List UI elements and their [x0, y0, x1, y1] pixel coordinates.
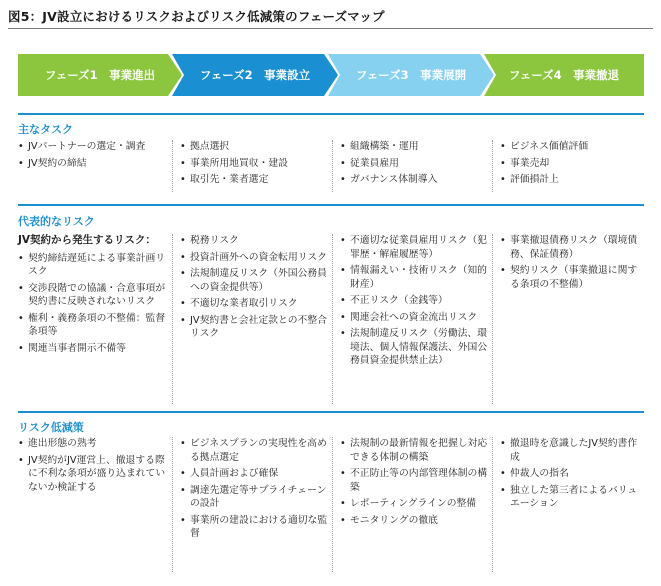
mitigation-section-title: リスク低減策 [18, 421, 84, 434]
list-item: • 交渉段階での協議・合意事項が契約書に反映されないリスク [18, 282, 166, 309]
list-item: • 不適切な業者取引リスク [180, 297, 330, 311]
list-item: • ビジネスプランの実現性を高める拠点選定 [180, 437, 330, 464]
list-item: • 関連当事者開示不備等 [18, 342, 166, 356]
risks-column-4 [500, 234, 645, 294]
phase-1-label: フェーズ1 事業進出 [44, 68, 156, 82]
list-item: • 投資計画外への資金転用リスク [180, 251, 330, 265]
phase-3-label: フェーズ3 事業展開 [355, 68, 467, 82]
list-item: • 評価損計上 [500, 173, 645, 187]
list-item: • 取引先・業者選定 [180, 173, 330, 187]
list-item: • 契約リスク（事業撤退に関する条項の不整備） [500, 264, 645, 291]
column-divider [172, 140, 173, 192]
tasks-section-title: 主なタスク [18, 123, 73, 136]
list-item: • 事業売却 [500, 157, 645, 171]
list-item: • モニタリングの徹底 [340, 514, 490, 528]
column-divider [492, 140, 493, 192]
list-item: • 法規制違反リスク（外国公務員への資金提供等） [180, 267, 330, 294]
list-item: • 契約締結遅延による事業計画リスク [18, 252, 166, 279]
phase-1 [18, 54, 182, 96]
mitigation-column-1 [18, 437, 166, 497]
list-item: • JV契約の締結 [18, 157, 168, 171]
list-item: • ガバナンス体制導入 [340, 173, 490, 187]
column-divider [172, 234, 173, 404]
list-item: • 関連会社への資金流出リスク [340, 311, 490, 325]
list-item: • 仲裁人の指名 [500, 467, 645, 481]
list-item: • 不正リスク（金銭等） [340, 294, 490, 308]
list-item: • 不正防止等の内部管理体制の構築 [340, 467, 490, 494]
list-item: • JVパートナーの選定・調査 [18, 140, 168, 154]
list-item: • 独立した第三者によるバリュエーション [500, 484, 645, 511]
tasks-section-rule [18, 113, 644, 115]
figure-title: 図5：JV設立におけるリスクおよびリスク低減策のフェーズマップ [8, 9, 385, 24]
list-item: • 調達先選定等サプライチェーンの設計 [180, 484, 330, 511]
column-divider [332, 140, 333, 192]
list-item: • 従業員雇用 [340, 157, 490, 171]
risks-section-title: 代表的なリスク [18, 215, 95, 228]
tasks-column-1 [18, 140, 168, 173]
list-item: • JV契約書と会社定款との不整合リスク [180, 314, 330, 341]
list-item: • 人員計画および確保 [180, 467, 330, 481]
tasks-column-4 [500, 140, 645, 190]
list-item: • レポーティングラインの整備 [340, 497, 490, 511]
phase-2 [172, 54, 338, 96]
list-item: • 法規制の最新情報を把握し対応できる体制の構築 [340, 437, 490, 464]
title-divider [8, 28, 653, 29]
list-item: • 事業撤退債務リスク（環境債務、保証債務） [500, 234, 645, 261]
list-item: • 税務リスク [180, 234, 330, 248]
column-divider [172, 437, 173, 572]
list-item: • 拠点選択 [180, 140, 330, 154]
phase-4-label: フェーズ4 事業撤退 [508, 68, 620, 82]
column-divider [332, 437, 333, 572]
tasks-column-3 [340, 140, 490, 190]
risks-column-1-heading: JV契約から発生するリスク： [18, 234, 156, 246]
list-item: • 進出形態の熟考 [18, 437, 166, 451]
list-item: • 組織構築・運用 [340, 140, 490, 154]
phase-4 [484, 54, 644, 96]
list-item: • 事業所用地買収・建設 [180, 157, 330, 171]
mitigation-column-4 [500, 437, 645, 514]
risks-column-1 [18, 234, 166, 358]
column-divider [492, 437, 493, 572]
phase-2-label: フェーズ2 事業設立 [199, 68, 311, 82]
mitigation-column-2 [180, 437, 330, 544]
phase-3 [328, 54, 494, 96]
column-divider [492, 234, 493, 404]
list-item: • 法規制違反リスク（労働法、環境法、個人情報保護法、外国公務員資金提供禁止法） [340, 327, 490, 368]
list-item: • ビジネス価値評価 [500, 140, 645, 154]
list-item: • 情報漏えい・技術リスク（知的財産） [340, 264, 490, 291]
list-item: • 権利・義務条項の不整備：監督条項等 [18, 312, 166, 339]
list-item: • 不適切な従業員雇用リスク（犯罪歴・解雇履歴等） [340, 234, 490, 261]
risks-section-rule [18, 204, 644, 206]
mitigation-column-3 [340, 437, 490, 530]
list-item: • 撤退時を意識したJV契約書作成 [500, 437, 645, 464]
tasks-column-2 [180, 140, 330, 190]
column-divider [332, 234, 333, 404]
list-item: • 事業所の建設における適切な監督 [180, 514, 330, 541]
list-item: • JV契約がJV運営上、撤退する際に不利な条項が盛り込まれていないか検証する [18, 454, 166, 495]
mitigation-section-rule [18, 411, 644, 413]
risks-column-2 [180, 234, 330, 344]
risks-column-3 [340, 234, 490, 371]
phase-arrow-bar [18, 54, 658, 96]
